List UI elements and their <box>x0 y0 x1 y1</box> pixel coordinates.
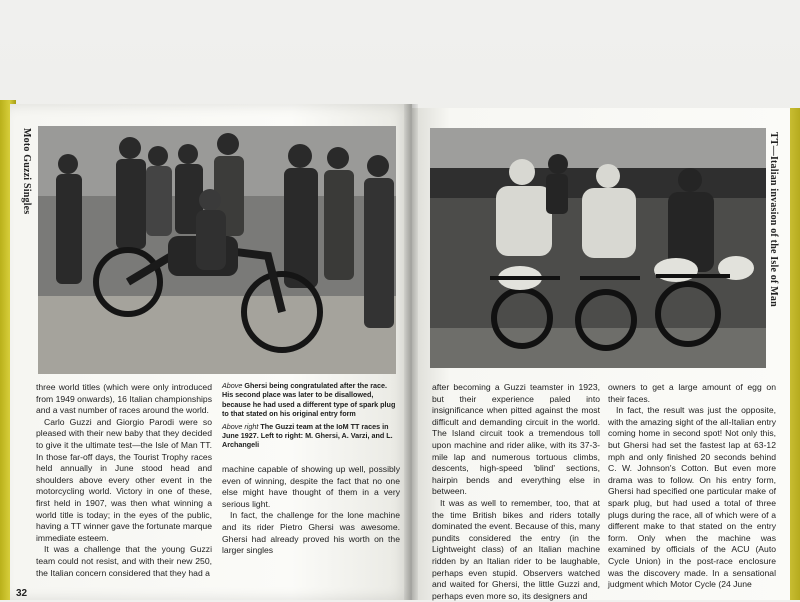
caption-above-right <box>222 422 400 450</box>
photo-ghersi-illustration <box>38 126 396 374</box>
page-number: 32 <box>16 588 28 599</box>
paragraph: owners to get a large amount of egg on their faces. <box>608 382 776 404</box>
paragraph: after becoming a Guzzi teamster in 1923, but their experience paled into insignificance when pitted against the most difficult and demanding circuit in the world. The Island circuit took a tremendous toll upon machine and rider alike, with its 37-3-mile lap and numerous tortuous climbs, descents, high-speed 'blind' sections, hairpin bends and everything else in between. <box>432 382 600 497</box>
paragraph: Carlo Guzzi and Giorgio Parodi were so pleased with their new baby that they decided to give it the ultimate test—the Isle of Man TT. In those far-off days, the Tourist Trophy races held annually in June stood head and shoulders above every other event in the motorcycling world. Victory in one of these, first held in 1907, was then what winning a world title is today; in the eyes of the public, having a TT winner gave the fortunate marque immediate esteem. <box>36 416 212 543</box>
caption-above-label: Above <box>222 381 243 390</box>
paragraph: It was a challenge that the young Guzzi team could not resist, and with their new 250, the Italian concern considered that they had a <box>36 544 212 578</box>
paragraph: It was as well to remember, too, that at the time British bikes and riders totally dominated the event. Because of this, many pundits considered the entry (in the Lightweight class) of an Italian machine ridden by an Italian rider to be laughable, perhaps even stupid. Observers watched and waited for Ghersi, the little Guzzi and, perhaps even more so, its designers and <box>432 497 600 601</box>
caption-above-right-text: The Guzzi team at the IoM TT races in June 1927. Left to right: M. Ghersi, A. Varzi, and L. Archangeli <box>222 421 393 450</box>
photo-guzzi-team <box>430 128 766 368</box>
left-running-head: Moto Guzzi Singles <box>21 128 32 215</box>
paragraph: three world titles (which were only introduced from 1949 onwards), 16 Italian championships and a vast number of races around the world. <box>36 382 212 416</box>
right-running-head: TT—Italian invasion of the Isle of Man <box>768 132 779 307</box>
caption-above <box>222 381 400 419</box>
caption-above-text: Ghersi being congratulated after the race. His second place was later to be disallowed, because he had used a different type of spark plug to that stated on his original entry form <box>222 381 396 419</box>
text-column-2 <box>222 464 400 557</box>
photo-captions <box>222 381 400 453</box>
paragraph: In fact, the challenge for the lone machine and its rider Pietro Ghersi was awesome. Ghersi had already proved his worth on the larger singles <box>222 510 400 556</box>
paragraph: machine capable of showing up well, possibly even of winning, despite the fact that no one else might have thought of them in a very serious light. <box>222 464 400 509</box>
text-column-1 <box>36 382 212 579</box>
paragraph: In fact, the result was just the opposite, with the amazing sight of the all-Italian entry coming home in second spot! Not only this, but Ghersi had set the fastest lap at 63-12 mph and only finished 20 seconds behind C. W. Johnson's Cotton. But even more drama was to follow. On his entry form, Ghersi had specified one particular make of spark plug, but had used a total of three plugs during the race, all of which were of a different make to that stated on the entry form. Only when the machine was examined by officials of the ACU (Auto Cycle Union) in the post-race enclosure was the discovery made. In a sensational judgment which Motor Cycle (24 June <box>608 405 776 590</box>
text-column-4 <box>608 382 776 591</box>
photo-guzzi-team-illustration <box>430 128 766 368</box>
text-column-3 <box>432 382 600 602</box>
caption-above-right-label: Above right <box>222 421 259 431</box>
book-gutter <box>404 104 418 600</box>
photo-ghersi-congratulated <box>38 126 396 374</box>
